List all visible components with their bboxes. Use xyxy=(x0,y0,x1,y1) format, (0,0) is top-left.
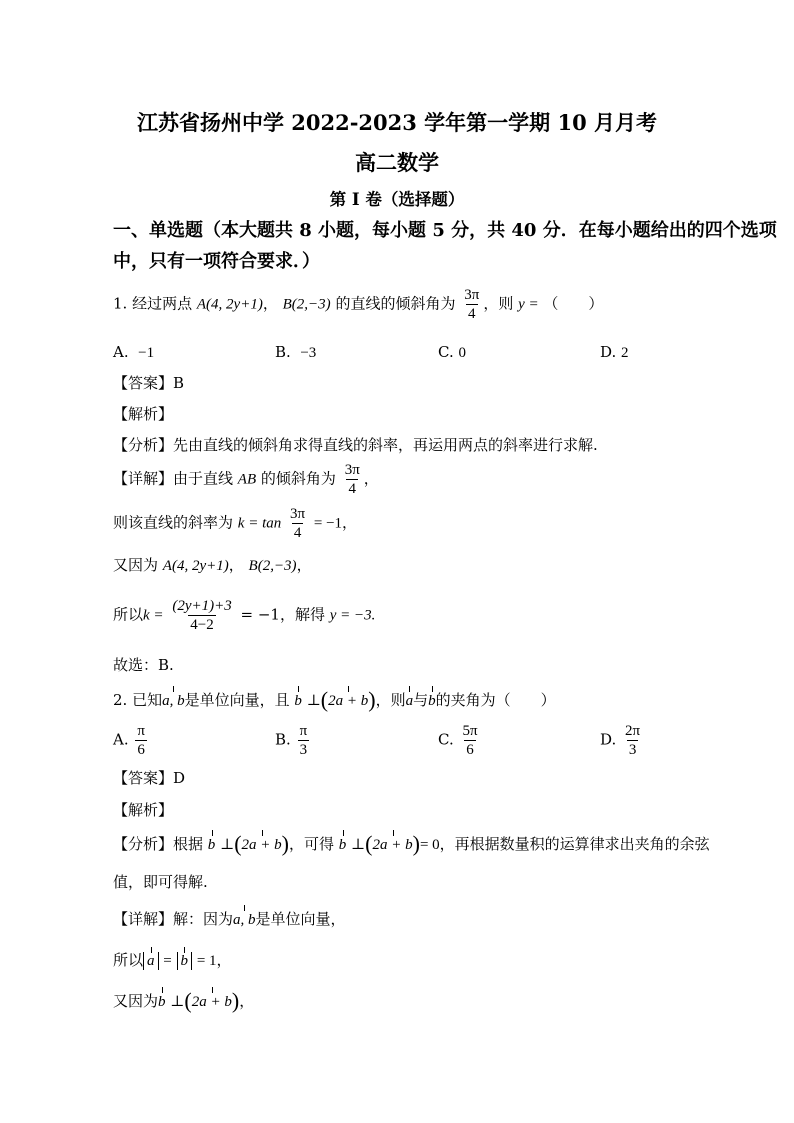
left-paren: ( xyxy=(365,831,373,856)
separator: ， xyxy=(262,294,278,313)
fraction-denominator: 4 xyxy=(348,481,356,497)
detail-line-4 xyxy=(113,597,375,634)
option-label: B. xyxy=(275,343,291,361)
vectors-ab: a, b xyxy=(162,693,185,709)
slope-expression: k = tan xyxy=(237,515,282,532)
angle-fraction xyxy=(343,461,362,498)
right-paren: ) xyxy=(368,687,376,712)
option-fraction xyxy=(298,722,310,759)
fraction-denominator: 4 xyxy=(293,525,302,541)
fraction-numerator: 3π xyxy=(344,462,360,478)
answer-line: 【答案】B xyxy=(113,374,185,392)
detail-text: ， xyxy=(363,469,379,488)
option-b xyxy=(275,342,316,363)
stem-text: 是单位向量，且 xyxy=(184,691,290,709)
vector-expression: 2a + b xyxy=(191,994,232,1010)
stem-text: 已知 xyxy=(132,691,163,709)
analysis-text: ，可得 xyxy=(288,835,334,853)
vector-expression: 2a + b xyxy=(241,837,282,853)
point-a: A(4, 2y+1) xyxy=(162,558,229,574)
right-paren: ) xyxy=(231,988,240,1013)
option-value: 2 xyxy=(621,345,629,361)
detail-line-1 xyxy=(113,461,379,498)
option-value: 0 xyxy=(458,345,466,361)
stem-text: 与 xyxy=(413,691,429,709)
detail-text: 【详解】解：因为 xyxy=(113,910,234,928)
point-a: A(4, 2y+1) xyxy=(196,296,263,313)
subject-title: 高二数学 xyxy=(355,150,439,175)
option-d xyxy=(600,342,629,363)
analysis-summary: 【分析】先由直线的倾斜角求得直线的斜率，再运用两点的斜率进行求解. xyxy=(113,436,598,454)
detail-text: 是单位向量， xyxy=(255,910,346,928)
fraction-denominator: 3 xyxy=(299,742,308,758)
option-d xyxy=(600,722,644,759)
option-label: C. xyxy=(438,730,454,749)
equation-result: = 0 xyxy=(419,837,440,853)
left-paren: ( xyxy=(320,687,329,712)
detail-text: 所以 xyxy=(113,951,144,969)
slope-fraction xyxy=(170,597,233,634)
vectors-ab: a, b xyxy=(233,912,256,928)
fraction-numerator: 2π xyxy=(625,723,641,739)
option-label: C. xyxy=(438,343,454,361)
vector-b: b xyxy=(294,693,302,709)
vector-b: b xyxy=(338,837,347,853)
detail-text: 所以 xyxy=(113,605,144,624)
detail-line-3 xyxy=(113,555,312,576)
line-name: AB xyxy=(237,471,257,488)
detail-text: = 1， xyxy=(196,953,232,969)
fraction-numerator: 5π xyxy=(462,723,478,739)
detail-line-1 xyxy=(113,909,346,930)
perp-symbol: ⊥ xyxy=(351,837,366,853)
analysis-label: 【解析】 xyxy=(113,801,174,819)
left-paren: ( xyxy=(184,988,192,1013)
fraction-numerator: (2y+1)+3 xyxy=(172,598,232,614)
answer-paren: （ ） xyxy=(543,294,604,313)
choose-line: 故选：B. xyxy=(113,656,174,674)
vector-b: b xyxy=(207,837,216,853)
fraction-denominator: 6 xyxy=(137,742,145,758)
option-a xyxy=(113,342,154,363)
volume-title: 第 I 卷（选择题） xyxy=(329,190,465,209)
abs-vector-a: a xyxy=(143,952,159,970)
detail-text: 又因为 xyxy=(113,992,159,1010)
stem-text: 经过两点 xyxy=(132,294,193,313)
analysis-summary-line-2: 值，即可得解. xyxy=(113,873,208,891)
option-a xyxy=(113,722,149,759)
fraction-numerator: 3π xyxy=(464,287,480,303)
slope-result: = −1， xyxy=(313,515,358,532)
right-paren: ) xyxy=(412,831,420,856)
vector-a: a xyxy=(405,693,414,709)
point-b: B(2,−3) xyxy=(282,296,331,313)
option-c xyxy=(438,722,482,759)
fraction-denominator: 3 xyxy=(628,742,637,758)
vector-expression: 2a + b xyxy=(372,837,413,853)
angle-fraction xyxy=(288,505,307,542)
section-heading-line2: 中，只有一项符合要求．） xyxy=(113,251,320,272)
detail-text: = −1，解得 xyxy=(240,605,325,624)
fraction-denominator: 4 xyxy=(468,306,476,322)
equals-sign: = xyxy=(163,953,172,969)
solution: y = −3. xyxy=(329,607,376,624)
exam-title: 江苏省扬州中学 2022-2023 学年第一学期 10 月月考 xyxy=(136,110,658,135)
detail-line-2 xyxy=(113,505,357,542)
question-2-stem xyxy=(113,687,556,712)
option-b xyxy=(275,722,311,759)
fraction-numerator: π xyxy=(299,723,308,739)
option-c xyxy=(438,342,466,363)
vector-b: b xyxy=(428,693,436,709)
analysis-label: 【解析】 xyxy=(113,405,174,423)
fraction-denominator: 6 xyxy=(466,742,474,758)
fraction-denominator: 4−2 xyxy=(190,617,214,633)
question-number: 1. xyxy=(113,294,128,313)
option-fraction xyxy=(135,722,147,759)
separator: ， xyxy=(228,556,244,574)
analysis-text: ，再根据数量积的运算律求出夹角的余弦 xyxy=(439,835,710,853)
point-b: B(2,−3) xyxy=(248,558,297,574)
question-1-stem xyxy=(113,286,603,323)
section-heading-line1: 一、单选题（本大题共 8 小题，每小题 5 分，共 40 分．在每小题给出的四个选项 xyxy=(113,220,777,241)
variable-y: y = xyxy=(518,296,539,313)
right-paren: ) xyxy=(281,831,289,856)
detail-text: ， xyxy=(239,992,255,1010)
detail-text: 则该直线的斜率为 xyxy=(113,513,234,532)
detail-text: 的倾斜角为 xyxy=(260,469,336,488)
left-paren: ( xyxy=(234,831,242,856)
option-label: A. xyxy=(113,343,129,361)
fraction-numerator: π xyxy=(137,723,145,739)
stem-text: ，则 xyxy=(483,294,514,313)
abs-vector-b: b xyxy=(177,952,193,970)
option-label: D. xyxy=(600,730,617,749)
option-value: −3 xyxy=(300,345,317,361)
angle-fraction xyxy=(462,286,481,323)
vector-expression: 2a + b xyxy=(328,693,369,709)
detail-line-3 xyxy=(113,988,255,1013)
slope-variable: k = xyxy=(143,607,164,624)
vector-b: b xyxy=(158,994,166,1010)
analysis-summary-line-1 xyxy=(113,831,710,856)
option-fraction xyxy=(461,722,480,759)
fraction-numerator: 3π xyxy=(290,506,306,522)
answer-line: 【答案】D xyxy=(113,769,186,787)
detail-line-2 xyxy=(113,950,232,971)
option-label: A. xyxy=(113,730,129,749)
option-label: B. xyxy=(275,730,291,749)
stem-text: 的直线的倾斜角为 xyxy=(335,294,456,313)
option-value: −1 xyxy=(138,345,155,361)
perp-symbol: ⊥ xyxy=(306,693,321,709)
option-label: D. xyxy=(600,343,617,361)
detail-text: 又因为 xyxy=(113,556,159,574)
perp-symbol: ⊥ xyxy=(170,994,185,1010)
perp-symbol: ⊥ xyxy=(220,837,235,853)
stem-text: 的夹角为（ ） xyxy=(435,691,556,709)
stem-text: ，则 xyxy=(375,691,406,709)
detail-text: 【详解】由于直线 xyxy=(113,469,234,488)
analysis-text: 【分析】根据 xyxy=(113,835,204,853)
separator: ， xyxy=(296,556,312,574)
option-fraction xyxy=(623,722,642,759)
question-number: 2. xyxy=(113,691,128,709)
